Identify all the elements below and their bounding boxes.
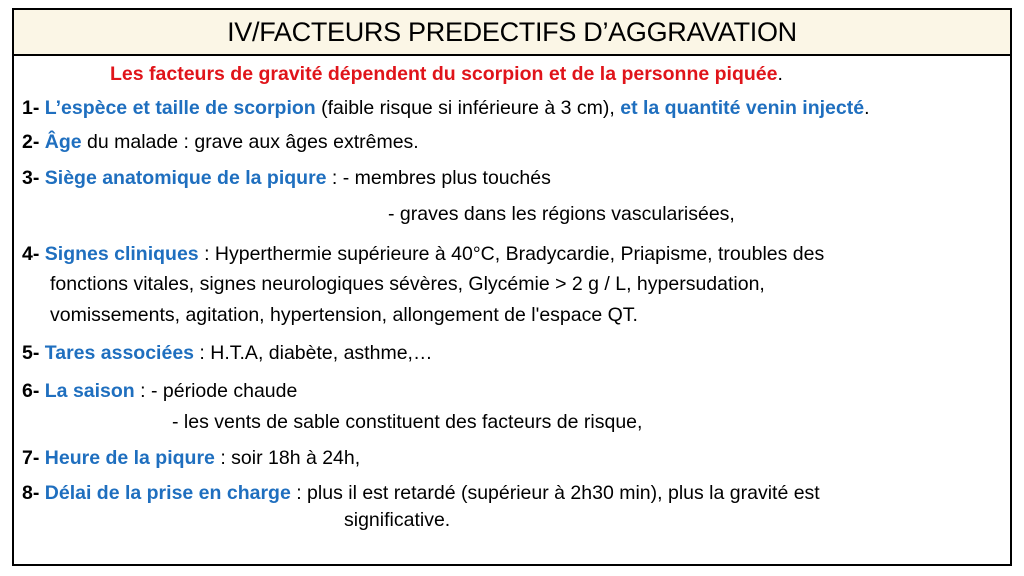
item-key: Tares associées [44, 342, 195, 364]
item-text: : Hyperthermie supérieure à 40°C, Bradycardie, Priapisme, troubles des [198, 243, 825, 265]
item-number: 6- [22, 380, 40, 402]
item-3-continuation [388, 202, 735, 226]
item-cont: fonctions vitales, signes neurologiques sévères, Glycémie > 2 g / L, hypersudation, [50, 273, 765, 295]
item-key: Âge [44, 131, 82, 153]
item-key: Siège anatomique de la piqure [44, 167, 327, 189]
item-5 [22, 341, 432, 365]
item-4-continuation-2 [50, 303, 638, 327]
item-cont: - les vents de sable constituent des facteurs de risque, [172, 411, 643, 433]
item-number: 1- [22, 97, 40, 119]
item-7 [22, 446, 360, 470]
item-3 [22, 166, 551, 190]
item-number: 8- [22, 482, 40, 504]
item-end: . [864, 97, 870, 119]
item-text: : - membres plus touchés [326, 167, 551, 189]
intro-text: Les facteurs de gravité dépendent du scorpion et de la personne piquée [110, 63, 778, 85]
item-text: : plus il est retardé (supérieur à 2h30 min), plus la gravité est [290, 482, 820, 504]
item-number: 4- [22, 243, 40, 265]
item-key: Heure de la piqure [44, 447, 215, 469]
item-text: du malade : grave aux âges extrêmes. [81, 131, 419, 153]
item-text: : H.T.A, diabète, asthme,… [194, 342, 433, 364]
item-4-continuation-1 [50, 272, 765, 296]
item-6 [22, 379, 297, 403]
content-box [12, 56, 1012, 566]
item-8-continuation [344, 508, 450, 532]
item-2 [22, 130, 419, 154]
item-key: L’espèce et taille de scorpion [44, 97, 316, 119]
item-number: 2- [22, 131, 40, 153]
item-number: 5- [22, 342, 40, 364]
item-number: 7- [22, 447, 40, 469]
item-key: La saison [44, 380, 135, 402]
intro-line [110, 62, 783, 86]
item-4 [22, 242, 824, 266]
item-6-continuation [172, 410, 642, 434]
item-text: : - période chaude [134, 380, 298, 402]
slide-title: IV/FACTEURS PREDECTIFS D’AGGRAVATION [227, 16, 797, 47]
item-number: 3- [22, 167, 40, 189]
item-8 [22, 481, 820, 505]
slide-title-box [12, 8, 1012, 56]
item-key-2: et la quantité venin injecté [620, 97, 865, 119]
item-key: Délai de la prise en charge [44, 482, 291, 504]
item-text: : soir 18h à 24h, [214, 447, 361, 469]
item-cont: - graves dans les régions vascularisées, [388, 203, 735, 225]
intro-dot: . [777, 63, 783, 85]
item-text: (faible risque si inférieure à 3 cm), [315, 97, 621, 119]
item-1 [22, 96, 869, 120]
item-cont: significative. [344, 509, 451, 531]
item-key: Signes cliniques [44, 243, 199, 265]
item-cont: vomissements, agitation, hypertension, allongement de l'espace QT. [50, 304, 638, 326]
